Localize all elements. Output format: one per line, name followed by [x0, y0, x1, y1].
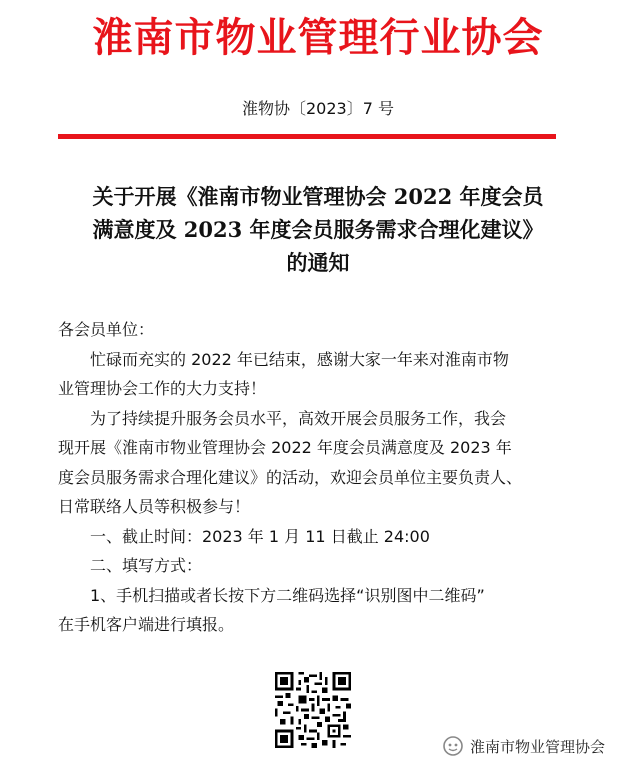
method-step-line: 在手机客户端进行填报。: [58, 615, 235, 634]
method-heading: 二、填写方式：: [90, 556, 203, 575]
body-line: 业管理协会工作的大力支持！: [58, 379, 267, 398]
salutation: 各会员单位：: [58, 320, 155, 339]
document-number: 淮物协〔2023〕7 号: [242, 99, 394, 118]
notice-title: [58, 180, 578, 279]
deadline-line: 一、截止时间：2023 年 1 月 11 日截止 24:00: [90, 526, 430, 546]
watermark-label: 淮南市物业管理协会: [470, 737, 606, 756]
qr-code-icon[interactable]: [275, 672, 351, 748]
method-step-line: 1、手机扫描或者长按下方二维码选择“识别图中二维码”: [90, 585, 485, 605]
red-divider-line: [58, 134, 556, 139]
body-line: 为了持续提升服务会员水平，高效开展会员服务工作，我会: [90, 408, 507, 428]
body-line: 现开展《淮南市物业管理协会 2022 年度会员满意度及 2023 年: [58, 438, 512, 457]
body-line: 忙碌而充实的 2022 年已结束，感谢大家一年来对淮南市物: [90, 349, 509, 369]
body-line: 度会员服务需求合理化建议》的活动，欢迎会员单位主要负责人、: [58, 467, 523, 487]
notice-title-line: 的通知: [286, 250, 350, 275]
body-line: 日常联络人员等积极参与！: [58, 497, 251, 516]
organization-header: 淮南市物业管理行业协会: [92, 14, 544, 61]
wechat-official-account-icon: [442, 735, 464, 757]
watermark: [442, 734, 605, 758]
notice-title-line: 关于开展《淮南市物业管理协会 2022 年度会员: [92, 184, 544, 209]
notice-body: [58, 315, 558, 640]
notice-title-line: 满意度及 2023 年度会员服务需求合理化建议》: [92, 217, 544, 242]
